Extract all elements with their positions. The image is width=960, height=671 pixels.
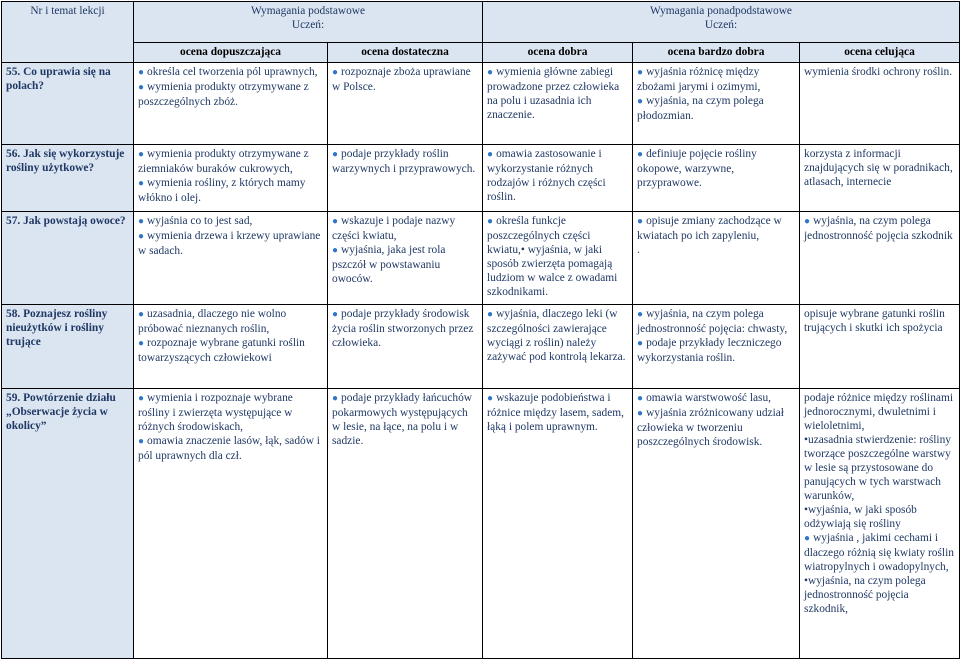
- requirement-item: [804, 433, 955, 503]
- requirement-cell: [134, 145, 328, 212]
- requirement-cell: [134, 212, 328, 305]
- table-row: [2, 63, 960, 145]
- requirement-text: wyjaśnia, dlaczego leki (w szczególności zawierające wyciągi z roślin) należy zażywać pod kontrolą lekarza.: [487, 308, 626, 363]
- requirements-table: [1, 1, 960, 659]
- requirement-item: [487, 391, 628, 434]
- requirement-text: wymienia produkty otrzymywane z poszczególnych zbóż.: [138, 81, 309, 108]
- requirement-item: [804, 531, 955, 574]
- requirement-item: [138, 80, 323, 109]
- requirement-text: podaje przykłady leczniczego wykorzystania roślin.: [637, 337, 782, 364]
- lesson-title: 59. Powtórzenie działu „Obserwacje życia w okolicy”: [2, 389, 134, 659]
- requirement-item: [637, 243, 795, 257]
- requirement-item: [138, 391, 323, 434]
- requirement-text: .: [637, 244, 640, 256]
- requirement-text: podaje przykłady środowisk życia roślin stworzonych przez człowieka.: [332, 308, 474, 349]
- bullet-icon: ●: [637, 96, 644, 107]
- bullet-icon: ●: [487, 149, 494, 160]
- lesson-column-header: Nr i temat lekcji: [2, 2, 134, 63]
- requirement-item: [332, 147, 478, 176]
- requirement-item: [637, 406, 795, 449]
- lesson-title: 56. Jak się wykorzystuje rośliny użytkowe?: [2, 145, 134, 212]
- lesson-title: 58. Poznajesz rośliny nieużytków i rośliny trujące: [2, 305, 134, 389]
- bullet-icon: ●: [138, 436, 145, 447]
- requirement-text: opisuje wybrane gatunki roślin trujących i skutki ich spożycia: [804, 308, 945, 334]
- bullet-icon: ●: [138, 67, 145, 78]
- advanced-requirements-header: [483, 2, 960, 43]
- table-row: [2, 389, 960, 659]
- bullet-icon: ●: [332, 149, 339, 160]
- bullet-icon: ●: [637, 338, 644, 349]
- bullet-icon: ●: [637, 408, 644, 419]
- requirement-text: wyjaśnia zróżnicowany udział człowieka w tworzeniu poszczególnych środowisk.: [637, 407, 784, 448]
- requirement-text: wyjaśnia, jaka jest rola pszczół w powstawaniu owoców.: [332, 244, 446, 285]
- bullet-icon: ●: [637, 393, 644, 404]
- requirement-text: określa cel tworzenia pól uprawnych,: [147, 66, 318, 78]
- grade-header-dobra: ocena dobra: [483, 43, 633, 63]
- requirement-text: omawia warstwowość lasu,: [646, 392, 772, 404]
- requirement-text: wymienia główne zabiegi prowadzone przez człowieka na polu i uzasadnia ich znaczenie.: [487, 66, 620, 121]
- requirement-text: podaje przykłady łańcuchów pokarmowych występujących w lesie, na łące, na polu i w sadzie.: [332, 392, 472, 447]
- requirement-cell: [328, 145, 483, 212]
- requirement-text: rozpoznaje zboża uprawiane w Polsce.: [332, 66, 471, 93]
- advanced-requirements-subtitle: Uczeń:: [704, 19, 738, 31]
- bullet-icon: ●: [138, 149, 145, 160]
- bullet-icon: ●: [804, 216, 811, 227]
- requirement-item: [637, 147, 795, 190]
- bullet-icon: ●: [332, 216, 339, 227]
- requirement-text: wymienia drzewa i krzewy uprawiane w sadach.: [138, 230, 321, 257]
- grade-header-celujaca: ocena celująca: [800, 43, 960, 63]
- bullet-icon: ●: [487, 309, 494, 320]
- requirement-text: omawia zastosowanie i wykorzystanie różnych rodzajów i różnych części roślin.: [487, 148, 606, 203]
- requirement-text: korzysta z informacji znajdujących się w poradnikach, atlasach, internecie: [804, 148, 953, 188]
- requirement-text: definiuje pojęcie rośliny okopowe, warzywne, przyprawowe.: [637, 148, 757, 189]
- requirement-cell: [328, 305, 483, 389]
- requirement-item: [804, 574, 955, 616]
- requirement-cell: [633, 63, 800, 145]
- bullet-icon: ●: [138, 178, 145, 189]
- basic-requirements-subtitle: Uczeń:: [291, 19, 325, 31]
- bullet-icon: ●: [332, 67, 339, 78]
- requirement-item: [138, 214, 323, 229]
- requirement-item: [804, 214, 955, 243]
- requirement-cell: [134, 305, 328, 389]
- requirement-cell: [633, 145, 800, 212]
- requirement-text: wymienia produkty otrzymywane z ziemniaków buraków cukrowych,: [138, 148, 309, 175]
- requirement-cell: [800, 305, 960, 389]
- requirement-item: [804, 503, 955, 531]
- requirement-item: [332, 214, 478, 243]
- grade-header-dopuszczajaca: ocena dopuszczająca: [134, 43, 328, 63]
- requirement-item: [804, 391, 955, 433]
- bullet-icon: ●: [487, 393, 494, 404]
- requirement-item: [138, 229, 323, 258]
- requirement-cell: [134, 63, 328, 145]
- requirement-cell: [483, 212, 633, 305]
- requirement-item: [637, 391, 795, 406]
- bullet-icon: ●: [138, 393, 145, 404]
- requirement-cell: [633, 389, 800, 659]
- requirement-text: podaje różnice między roślinami jednorocznymi, dwuletnimi i wieloletnimi,: [804, 392, 953, 432]
- basic-requirements-title: Wymagania podstawowe: [250, 5, 366, 17]
- requirement-text: uzasadnia, dlaczego nie wolno próbować nieznanych roślin,: [138, 308, 287, 335]
- requirement-cell: [328, 389, 483, 659]
- requirement-item: [487, 214, 628, 299]
- requirement-item: [637, 336, 795, 365]
- requirement-text: wymienia rośliny, z których mamy włókno i olej.: [138, 177, 306, 204]
- requirement-item: [637, 94, 795, 123]
- requirement-cell: [633, 212, 800, 305]
- basic-requirements-header: [134, 2, 483, 43]
- bullet-icon: ●: [332, 245, 339, 256]
- requirement-item: [138, 307, 323, 336]
- requirement-cell: [800, 145, 960, 212]
- grade-header-bardzo-dobra: ocena bardzo dobra: [633, 43, 800, 63]
- requirement-text: •uzasadnia stwierdzenie: rośliny tworzące poszczególne warstwy w lesie są przystosowane do panujących w tych warstwach warunków,: [804, 434, 951, 502]
- requirement-item: [637, 307, 795, 336]
- requirement-cell: [134, 389, 328, 659]
- requirement-text: wyjaśnia, na czym polega jednostronność pojęcia: chwasty,: [637, 308, 788, 335]
- lesson-title: 55. Co uprawia się na polach?: [2, 63, 134, 145]
- requirement-text: •wyjaśnia, w jaki sposób odżywiają się rośliny: [804, 504, 917, 530]
- requirement-item: [138, 434, 323, 463]
- bullet-icon: ●: [138, 231, 145, 242]
- requirement-text: wskazuje podobieństwa i różnice między lasem, sadem, łąką i polem uprawnym.: [487, 392, 624, 433]
- bullet-icon: ●: [138, 82, 145, 93]
- requirement-item: [804, 65, 955, 79]
- table-row: [2, 145, 960, 212]
- requirement-text: określa funkcje poszczególnych części kwiatu,• wyjaśnia, w jaki sposób zwierzęta pomagają ludziom w walce z owadami szkodnikami.: [487, 215, 618, 298]
- requirement-text: opisuje zmiany zachodzące w kwiatach po ich zapyleniu,: [637, 215, 782, 242]
- bullet-icon: ●: [637, 149, 644, 160]
- requirement-text: wymienia i rozpoznaje wybrane rośliny i zwierzęta występujące w różnych środowiskach,: [138, 392, 293, 433]
- bullet-icon: ●: [637, 309, 644, 320]
- requirement-item: [332, 65, 478, 94]
- requirement-cell: [633, 305, 800, 389]
- requirement-cell: [483, 305, 633, 389]
- bullet-icon: ●: [332, 393, 339, 404]
- requirement-item: [332, 307, 478, 350]
- requirement-text: wyjaśnia różnicę między zbożami jarymi i ozimymi,: [637, 66, 761, 93]
- requirement-cell: [800, 212, 960, 305]
- table-row: [2, 212, 960, 305]
- requirement-text: rozpoznaje wybrane gatunki roślin towarzyszących człowiekowi: [138, 337, 305, 364]
- bullet-icon: ●: [637, 67, 644, 78]
- requirement-item: [332, 391, 478, 448]
- requirement-item: [637, 214, 795, 243]
- requirement-cell: [483, 145, 633, 212]
- requirement-text: wymienia środki ochrony roślin.: [804, 66, 953, 78]
- requirement-item: [804, 307, 955, 335]
- requirement-item: [138, 65, 323, 80]
- requirement-item: [637, 65, 795, 94]
- requirement-item: [487, 65, 628, 122]
- requirement-item: [332, 243, 478, 286]
- bullet-icon: ●: [138, 216, 145, 227]
- requirement-item: [138, 147, 323, 176]
- requirement-text: podaje przykłady roślin warzywnych i przyprawowych.: [332, 148, 476, 175]
- requirement-text: wyjaśnia, na czym polega jednostronność pojęcia szkodnik: [804, 215, 953, 242]
- requirement-text: wyjaśnia co to jest sad,: [147, 215, 253, 227]
- bullet-icon: ●: [487, 216, 494, 227]
- requirement-item: [804, 147, 955, 189]
- bullet-icon: ●: [332, 309, 339, 320]
- bullet-icon: ●: [804, 533, 811, 544]
- requirement-text: •wyjaśnia, na czym polega jednostronność pojęcia szkodnik,: [804, 575, 926, 615]
- bullet-icon: ●: [487, 67, 494, 78]
- requirement-cell: [483, 389, 633, 659]
- requirement-item: [487, 307, 628, 364]
- requirement-text: wyjaśnia, na czym polega płodozmian.: [637, 95, 764, 122]
- lesson-title: 57. Jak powstają owoce?: [2, 212, 134, 305]
- table-row: [2, 305, 960, 389]
- bullet-icon: ●: [138, 338, 145, 349]
- advanced-requirements-title: Wymagania ponadpodstawowe: [650, 5, 792, 17]
- requirement-cell: [800, 63, 960, 145]
- requirement-text: omawia znaczenie lasów, łąk, sadów i pól uprawnych dla czł.: [138, 435, 320, 462]
- requirement-item: [487, 147, 628, 204]
- requirement-text: wskazuje i podaje nazwy części kwiatu,: [332, 215, 456, 242]
- requirement-text: wyjaśnia , jakimi cechami i dlaczego różnią się kwiaty roślin wiatropylnych i owadopylnych,: [804, 532, 954, 573]
- requirement-cell: [800, 389, 960, 659]
- requirement-cell: [328, 212, 483, 305]
- grade-header-dostateczna: ocena dostateczna: [328, 43, 483, 63]
- bullet-icon: ●: [138, 309, 145, 320]
- requirement-item: [138, 176, 323, 205]
- requirement-item: [138, 336, 323, 365]
- requirement-cell: [328, 63, 483, 145]
- requirement-cell: [483, 63, 633, 145]
- bullet-icon: ●: [637, 216, 644, 227]
